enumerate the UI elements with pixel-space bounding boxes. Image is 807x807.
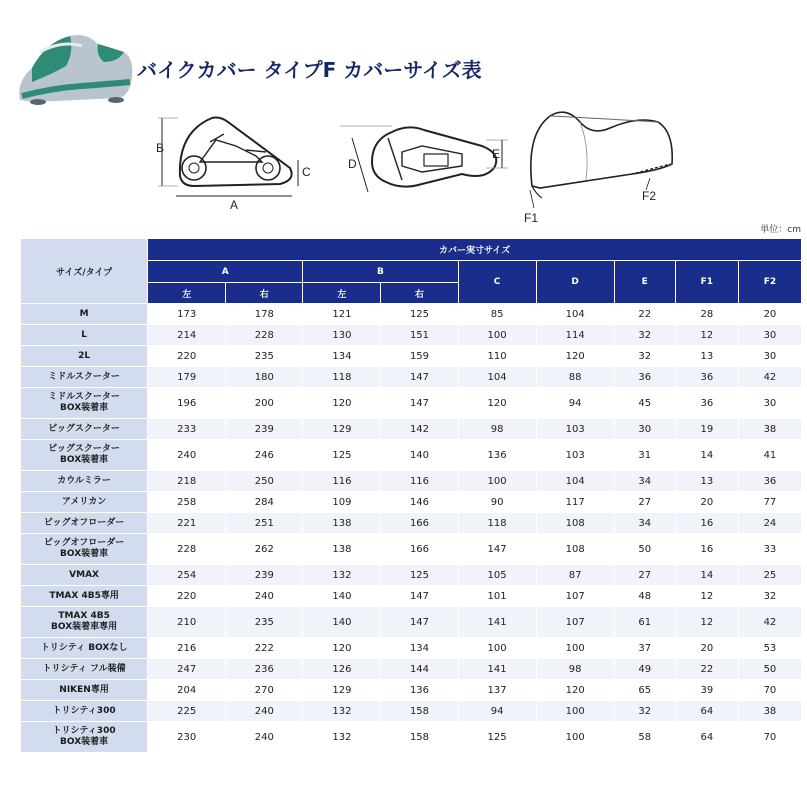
size-cell: 146 <box>381 492 457 512</box>
row-type-label <box>21 638 147 658</box>
table-row <box>21 388 801 418</box>
table-row <box>21 419 801 439</box>
size-cell: 32 <box>615 325 675 345</box>
row-type-label <box>21 346 147 366</box>
size-cell: 118 <box>303 367 380 387</box>
size-cell: 49 <box>615 659 675 679</box>
row-type-name: トリシティ300 <box>52 705 116 716</box>
size-cell: 236 <box>226 659 302 679</box>
top-view-diagram <box>332 118 512 208</box>
size-cell: 142 <box>381 419 457 439</box>
page-title: バイクカバー タイプF カバーサイズ表 <box>137 58 482 82</box>
size-cell: 216 <box>148 638 225 658</box>
size-cell: 87 <box>537 565 614 585</box>
table-row <box>21 638 801 658</box>
row-type-name: ビッグスクーター <box>48 444 120 454</box>
table-row <box>21 534 801 564</box>
header-f1: F1 <box>676 261 738 303</box>
size-cell: 270 <box>226 680 302 700</box>
size-cell: 100 <box>537 701 614 721</box>
size-cell: 233 <box>148 419 225 439</box>
row-type-name: L <box>81 329 87 340</box>
size-cell: 196 <box>148 388 225 418</box>
row-type-label <box>21 304 147 324</box>
size-cell: 25 <box>739 565 801 585</box>
row-type-label <box>21 388 147 418</box>
size-cell: 100 <box>459 471 536 491</box>
size-cell: 36 <box>676 367 738 387</box>
size-cell: 125 <box>303 440 380 470</box>
size-cell: 107 <box>537 607 614 637</box>
size-cell: 38 <box>739 419 801 439</box>
row-type-subname: BOX装着車 <box>60 403 109 413</box>
size-cell: 118 <box>459 513 536 533</box>
size-cell: 126 <box>303 659 380 679</box>
size-cell: 88 <box>537 367 614 387</box>
header-b-left: 左 <box>303 283 380 303</box>
row-type-name: トリシティ BOXなし <box>40 642 128 653</box>
size-cell: 19 <box>676 419 738 439</box>
size-cell: 85 <box>459 304 536 324</box>
size-cell: 147 <box>381 388 457 418</box>
size-cell: 114 <box>537 325 614 345</box>
size-cell: 240 <box>226 701 302 721</box>
size-table <box>20 238 802 753</box>
row-type-label <box>21 659 147 679</box>
row-type-name: TMAX 4B5 <box>58 611 110 621</box>
size-cell: 180 <box>226 367 302 387</box>
size-cell: 235 <box>226 346 302 366</box>
table-row <box>21 471 801 491</box>
row-type-name: トリシティ フル装備 <box>42 663 126 674</box>
size-cell: 239 <box>226 419 302 439</box>
table-row <box>21 565 801 585</box>
size-cell: 32 <box>615 701 675 721</box>
row-type-name: ミドルスクーター <box>48 392 120 402</box>
size-cell: 220 <box>148 346 225 366</box>
size-cell: 173 <box>148 304 225 324</box>
size-cell: 100 <box>537 722 614 752</box>
table-row <box>21 607 801 637</box>
size-cell: 94 <box>537 388 614 418</box>
size-cell: 159 <box>381 346 457 366</box>
size-cell: 138 <box>303 513 380 533</box>
size-cell: 158 <box>381 701 457 721</box>
size-cell: 70 <box>739 680 801 700</box>
size-cell: 218 <box>148 471 225 491</box>
row-type-name: ビッグスクーター <box>48 423 120 434</box>
size-cell: 22 <box>615 304 675 324</box>
size-cell: 77 <box>739 492 801 512</box>
row-type-subname: BOX装着車 <box>60 549 109 559</box>
row-type-name: アメリカン <box>61 496 107 507</box>
size-cell: 98 <box>537 659 614 679</box>
size-cell: 132 <box>303 565 380 585</box>
size-cell: 214 <box>148 325 225 345</box>
size-cell: 132 <box>303 701 380 721</box>
size-cell: 38 <box>739 701 801 721</box>
size-cell: 228 <box>148 534 225 564</box>
size-cell: 147 <box>459 534 536 564</box>
size-cell: 136 <box>459 440 536 470</box>
size-cell: 48 <box>615 586 675 606</box>
size-cell: 24 <box>739 513 801 533</box>
header-c: C <box>459 261 536 303</box>
size-cell: 104 <box>537 471 614 491</box>
size-cell: 37 <box>615 638 675 658</box>
row-type-label <box>21 586 147 606</box>
size-cell: 240 <box>226 722 302 752</box>
size-cell: 12 <box>676 607 738 637</box>
size-cell: 13 <box>676 471 738 491</box>
row-type-label <box>21 471 147 491</box>
size-cell: 120 <box>303 388 380 418</box>
size-cell: 130 <box>303 325 380 345</box>
table-row <box>21 367 801 387</box>
label-a: A <box>230 198 239 212</box>
size-cell: 284 <box>226 492 302 512</box>
table-row <box>21 440 801 470</box>
size-cell: 251 <box>226 513 302 533</box>
size-cell: 120 <box>303 638 380 658</box>
size-cell: 254 <box>148 565 225 585</box>
size-cell: 140 <box>303 607 380 637</box>
size-cell: 138 <box>303 534 380 564</box>
table-row <box>21 586 801 606</box>
row-type-label <box>21 440 147 470</box>
size-cell: 65 <box>615 680 675 700</box>
size-cell: 108 <box>537 513 614 533</box>
size-cell: 166 <box>381 513 457 533</box>
size-cell: 101 <box>459 586 536 606</box>
label-d: D <box>348 157 357 171</box>
header-e: E <box>615 261 675 303</box>
cover-shape-diagram <box>520 108 690 228</box>
size-cell: 129 <box>303 419 380 439</box>
row-type-subname: BOX装着車 <box>60 455 109 465</box>
table-row <box>21 513 801 533</box>
size-cell: 104 <box>537 304 614 324</box>
header-d: D <box>537 261 614 303</box>
header-b-right: 右 <box>381 283 457 303</box>
size-cell: 240 <box>226 586 302 606</box>
header-a: A <box>148 261 302 282</box>
size-cell: 144 <box>381 659 457 679</box>
table-row <box>21 701 801 721</box>
row-type-subname: BOX装着車 <box>60 737 109 747</box>
size-cell: 50 <box>739 659 801 679</box>
row-type-subname: BOX装着車専用 <box>51 622 118 632</box>
size-cell: 53 <box>739 638 801 658</box>
size-cell: 137 <box>459 680 536 700</box>
size-cell: 70 <box>739 722 801 752</box>
size-cell: 222 <box>226 638 302 658</box>
size-cell: 39 <box>676 680 738 700</box>
size-cell: 20 <box>676 638 738 658</box>
size-cell: 178 <box>226 304 302 324</box>
size-cell: 103 <box>537 419 614 439</box>
size-cell: 125 <box>381 565 457 585</box>
size-cell: 94 <box>459 701 536 721</box>
size-cell: 58 <box>615 722 675 752</box>
size-cell: 228 <box>226 325 302 345</box>
size-cell: 110 <box>459 346 536 366</box>
row-type-name: ビッグオフローダー <box>43 538 125 548</box>
row-type-label <box>21 701 147 721</box>
size-cell: 204 <box>148 680 225 700</box>
size-cell: 247 <box>148 659 225 679</box>
label-f2: F2 <box>642 189 657 203</box>
header-f2: F2 <box>739 261 801 303</box>
size-cell: 20 <box>676 492 738 512</box>
size-cell: 32 <box>739 586 801 606</box>
row-type-label <box>21 419 147 439</box>
size-cell: 116 <box>381 471 457 491</box>
size-cell: 90 <box>459 492 536 512</box>
size-cell: 30 <box>739 346 801 366</box>
size-cell: 14 <box>676 565 738 585</box>
size-cell: 64 <box>676 722 738 752</box>
size-cell: 120 <box>459 388 536 418</box>
row-type-name: ビッグオフローダー <box>43 517 125 528</box>
label-c: C <box>302 165 311 179</box>
size-cell: 36 <box>739 471 801 491</box>
size-cell: 27 <box>615 565 675 585</box>
table-row <box>21 659 801 679</box>
size-cell: 117 <box>537 492 614 512</box>
size-cell: 230 <box>148 722 225 752</box>
header-a-left: 左 <box>148 283 225 303</box>
size-cell: 225 <box>148 701 225 721</box>
size-cell: 158 <box>381 722 457 752</box>
size-cell: 221 <box>148 513 225 533</box>
size-cell: 16 <box>676 534 738 564</box>
size-cell: 22 <box>676 659 738 679</box>
size-cell: 147 <box>381 607 457 637</box>
size-cell: 12 <box>676 586 738 606</box>
size-cell: 200 <box>226 388 302 418</box>
header-a-right: 右 <box>226 283 302 303</box>
row-type-label <box>21 680 147 700</box>
row-type-label <box>21 534 147 564</box>
header-size-type: サイズ/タイプ <box>21 239 147 303</box>
header-actual-size: カバー実寸サイズ <box>148 239 801 260</box>
row-type-name: トリシティ300 <box>52 726 116 736</box>
size-cell: 105 <box>459 565 536 585</box>
size-cell: 16 <box>676 513 738 533</box>
table-row <box>21 304 801 324</box>
size-cell: 50 <box>615 534 675 564</box>
table-row <box>21 722 801 752</box>
size-cell: 141 <box>459 659 536 679</box>
size-cell: 239 <box>226 565 302 585</box>
size-cell: 100 <box>459 638 536 658</box>
size-cell: 120 <box>537 680 614 700</box>
row-type-name: VMAX <box>69 569 99 580</box>
size-cell: 134 <box>303 346 380 366</box>
size-cell: 116 <box>303 471 380 491</box>
unit-note: 単位：cm <box>760 225 801 235</box>
table-row <box>21 325 801 345</box>
row-type-label <box>21 492 147 512</box>
size-cell: 30 <box>739 388 801 418</box>
row-type-label <box>21 367 147 387</box>
table-row <box>21 492 801 512</box>
size-cell: 140 <box>303 586 380 606</box>
size-cell: 27 <box>615 492 675 512</box>
size-cell: 147 <box>381 586 457 606</box>
row-type-label <box>21 722 147 752</box>
size-cell: 64 <box>676 701 738 721</box>
size-cell: 41 <box>739 440 801 470</box>
label-b: B <box>156 141 165 155</box>
size-cell: 42 <box>739 367 801 387</box>
size-cell: 108 <box>537 534 614 564</box>
size-cell: 120 <box>537 346 614 366</box>
row-type-name: カウルミラー <box>57 475 111 486</box>
size-cell: 36 <box>615 367 675 387</box>
row-type-name: TMAX 4B5専用 <box>49 590 119 601</box>
size-cell: 31 <box>615 440 675 470</box>
label-f1: F1 <box>524 211 539 225</box>
size-cell: 100 <box>459 325 536 345</box>
row-type-label <box>21 513 147 533</box>
size-cell: 32 <box>615 346 675 366</box>
row-type-name: ミドルスクーター <box>48 371 120 382</box>
size-cell: 166 <box>381 534 457 564</box>
size-cell: 14 <box>676 440 738 470</box>
row-type-label <box>21 325 147 345</box>
size-cell: 33 <box>739 534 801 564</box>
row-type-name: NIKEN専用 <box>59 684 109 695</box>
size-cell: 136 <box>381 680 457 700</box>
label-e: E <box>492 147 501 161</box>
header-b: B <box>303 261 457 282</box>
size-cell: 246 <box>226 440 302 470</box>
size-cell: 132 <box>303 722 380 752</box>
size-cell: 100 <box>537 638 614 658</box>
table-row <box>21 680 801 700</box>
size-cell: 235 <box>226 607 302 637</box>
size-cell: 258 <box>148 492 225 512</box>
size-cell: 34 <box>615 513 675 533</box>
size-cell: 61 <box>615 607 675 637</box>
size-cell: 240 <box>148 440 225 470</box>
table-row <box>21 346 801 366</box>
size-cell: 20 <box>739 304 801 324</box>
size-cell: 28 <box>676 304 738 324</box>
size-cell: 121 <box>303 304 380 324</box>
size-cell: 36 <box>676 388 738 418</box>
size-cell: 98 <box>459 419 536 439</box>
size-cell: 45 <box>615 388 675 418</box>
size-cell: 210 <box>148 607 225 637</box>
size-cell: 34 <box>615 471 675 491</box>
size-cell: 151 <box>381 325 457 345</box>
size-cell: 179 <box>148 367 225 387</box>
size-cell: 12 <box>676 325 738 345</box>
row-type-name: 2L <box>78 350 91 361</box>
size-cell: 30 <box>739 325 801 345</box>
row-type-label <box>21 607 147 637</box>
size-cell: 42 <box>739 607 801 637</box>
size-cell: 125 <box>459 722 536 752</box>
size-cell: 141 <box>459 607 536 637</box>
size-cell: 147 <box>381 367 457 387</box>
size-cell: 103 <box>537 440 614 470</box>
size-cell: 125 <box>381 304 457 324</box>
size-cell: 129 <box>303 680 380 700</box>
size-cell: 262 <box>226 534 302 564</box>
size-cell: 109 <box>303 492 380 512</box>
size-cell: 220 <box>148 586 225 606</box>
size-cell: 30 <box>615 419 675 439</box>
row-type-name: M <box>79 308 89 319</box>
size-cell: 250 <box>226 471 302 491</box>
size-cell: 134 <box>381 638 457 658</box>
size-cell: 104 <box>459 367 536 387</box>
size-cell: 107 <box>537 586 614 606</box>
size-cell: 140 <box>381 440 457 470</box>
row-type-label <box>21 565 147 585</box>
side-view-diagram <box>150 112 315 212</box>
bike-cover-photo <box>12 22 137 110</box>
size-cell: 13 <box>676 346 738 366</box>
